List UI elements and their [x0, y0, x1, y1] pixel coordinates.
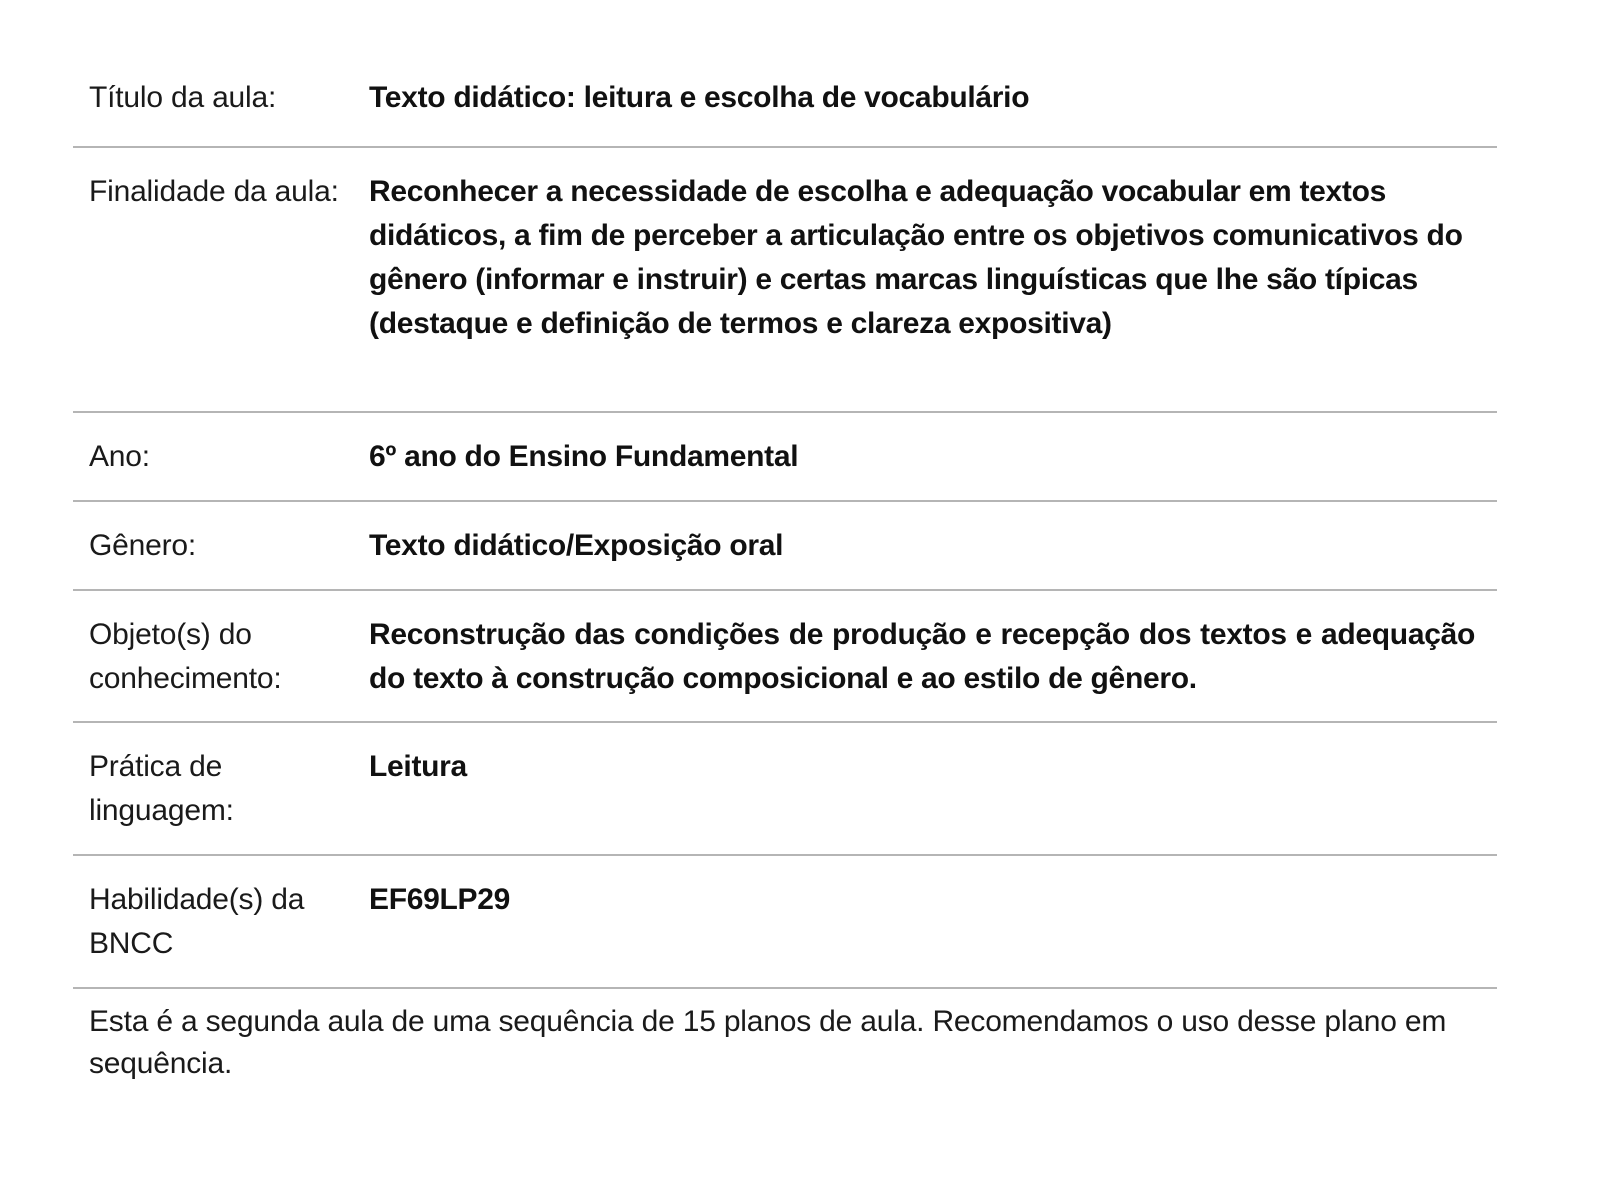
lesson-plan-table — [73, 54, 1497, 1085]
row-value: Reconstrução das condições de produção e recepção dos textos e adequação do texto à construção composicional e ao estilo de gênero. — [369, 618, 1475, 695]
row-titulo-da-aula — [73, 54, 1497, 148]
row-value: EF69LP29 — [369, 883, 511, 916]
row-label: Objeto(s) do conhecimento: — [89, 618, 282, 695]
row-value: Reconhecer a necessidade de escolha e adequação vocabular em textos didáticos, a fim de perceber a articulação entre os objetivos comunicativos do gênero (informar e instruir) e certas marcas linguísticas que lhe são típicas (destaque e definição de termos e clareza expositiva) — [369, 175, 1463, 340]
row-ano — [73, 413, 1497, 502]
row-value: Texto didático: leitura e escolha de vocabulário — [369, 81, 1030, 114]
sequence-note: Esta é a segunda aula de uma sequência de 15 planos de aula. Recomendamos o uso desse plano em sequência. — [89, 1005, 1447, 1080]
row-pratica-de-linguagem — [73, 723, 1497, 856]
row-label: Título da aula: — [89, 81, 277, 114]
row-value: 6º ano do Ensino Fundamental — [369, 440, 799, 473]
row-habilidades-da-bncc — [73, 856, 1497, 989]
row-genero — [73, 502, 1497, 591]
row-label: Prática de linguagem: — [89, 750, 234, 827]
row-objetos-do-conhecimento — [73, 591, 1497, 723]
row-label: Ano: — [89, 440, 150, 473]
row-label: Finalidade da aula: — [89, 175, 339, 208]
row-value: Texto didático/Exposição oral — [369, 529, 784, 562]
row-label: Habilidade(s) da BNCC — [89, 883, 305, 960]
row-label: Gênero: — [89, 529, 196, 562]
row-value: Leitura — [369, 750, 467, 783]
row-finalidade-da-aula — [73, 148, 1497, 413]
